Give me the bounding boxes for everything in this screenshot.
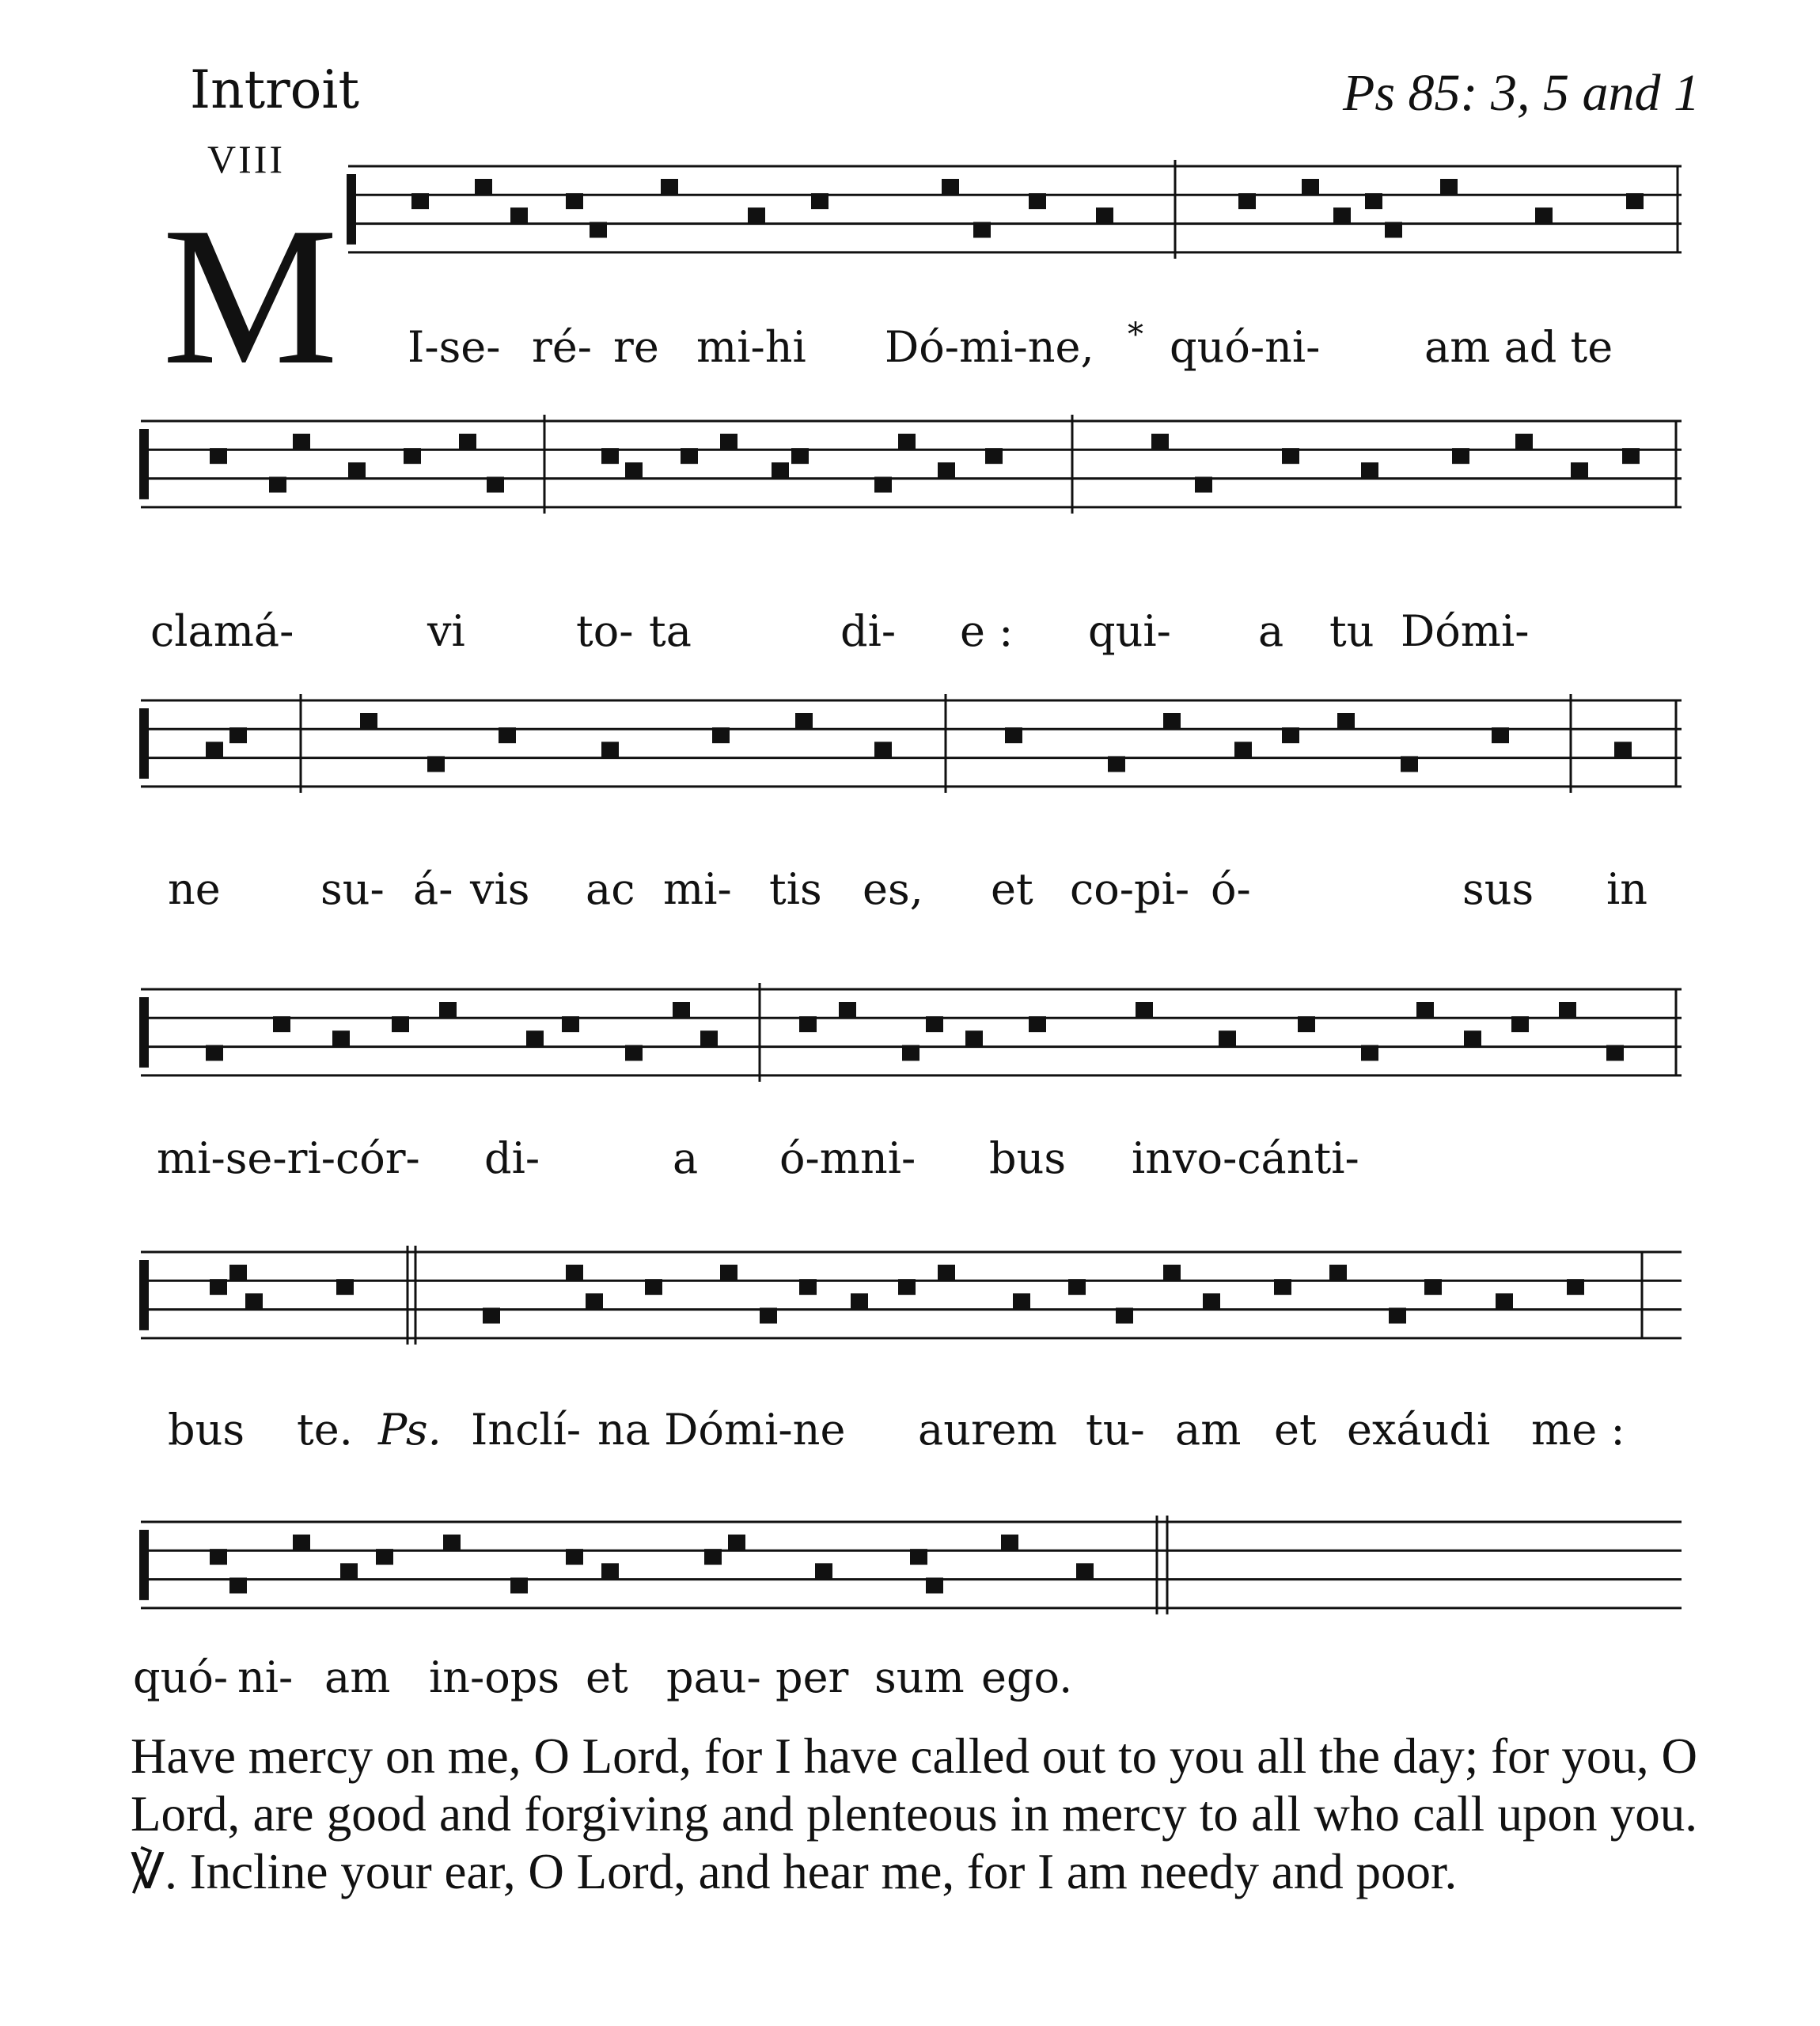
lyric-syllable: bus	[989, 1133, 1067, 1183]
clef-icon	[139, 708, 149, 779]
neume-note	[1559, 1002, 1576, 1018]
neume-note	[851, 1293, 868, 1309]
neume-note	[439, 1002, 457, 1018]
neume-note	[1535, 207, 1553, 223]
initial-letter: M	[162, 187, 339, 406]
chant-title: Introit	[190, 59, 360, 120]
neume-note	[1068, 1279, 1086, 1295]
neume-note	[206, 1045, 223, 1060]
neume-note	[483, 1307, 500, 1323]
lyric-syllable: mi-hi	[696, 322, 806, 372]
neume-note	[1302, 179, 1319, 195]
clef-icon	[139, 1260, 149, 1330]
neume-note	[799, 1016, 817, 1032]
neume-note	[791, 448, 809, 464]
neume-note	[1626, 193, 1644, 209]
neume-note	[1440, 179, 1458, 195]
lyric-syllable: di-	[484, 1133, 540, 1183]
neume-note	[206, 742, 223, 757]
neume-note	[1622, 448, 1640, 464]
neume-note	[938, 1265, 955, 1280]
neume-note	[942, 179, 959, 195]
lyric-syllable: e :	[960, 606, 1014, 656]
lyric-syllable: ni-	[237, 1652, 294, 1702]
lyric-syllable: ac	[586, 864, 635, 914]
lyric-syllable: quó-	[133, 1652, 229, 1702]
neume-note	[404, 448, 421, 464]
neume-note	[1401, 756, 1418, 772]
neume-note	[586, 1293, 603, 1309]
lyric-syllable: am ad te	[1424, 322, 1613, 372]
lyric-syllable: to-	[576, 606, 634, 656]
neume-note	[1361, 1045, 1378, 1060]
lyric-syllable: á-	[413, 864, 453, 914]
neume-note	[499, 727, 516, 743]
neume-note	[910, 1549, 927, 1565]
neume-note	[720, 1265, 737, 1280]
neume-note	[1096, 207, 1113, 223]
neume-note	[601, 742, 619, 757]
neume-note	[1282, 727, 1299, 743]
mode-label: VIII	[207, 137, 286, 181]
neume-note	[728, 1535, 745, 1550]
lyric-syllable: Dómi-	[1401, 606, 1530, 656]
clef-icon	[139, 1530, 149, 1600]
neume-note	[1274, 1279, 1291, 1295]
neume-note	[815, 1563, 832, 1579]
neume-note	[487, 476, 504, 492]
lyric-syllable: mi-se-ri-cór-	[157, 1133, 420, 1183]
neume-note	[1238, 193, 1256, 209]
neume-note	[902, 1045, 919, 1060]
neume-note	[340, 1563, 358, 1579]
lyric-syllable: pau-	[666, 1652, 761, 1702]
neume-note	[392, 1016, 409, 1032]
english-translation: Have mercy on me, O Lord, for I have called out to you all the day; for you, O Lord, are good and forgiving and plenteous in mercy to all who call upon you. ℣. Incline your ear, O Lord, and hear me, for I am needy and poor.	[131, 1728, 1697, 1899]
neume-note	[1001, 1535, 1018, 1550]
neume-note	[926, 1577, 943, 1593]
lyric-syllable: vi	[427, 606, 465, 656]
neume-note	[1195, 476, 1212, 492]
psalm-reference: Ps 85: 3, 5 and 1	[1343, 64, 1700, 122]
neume-note	[1416, 1002, 1434, 1018]
neume-note	[965, 1030, 983, 1046]
neume-note	[938, 462, 955, 478]
neume-note	[336, 1279, 354, 1295]
neume-note	[1005, 727, 1022, 743]
neume-note	[427, 756, 445, 772]
lyric-syllable: clamá-	[150, 606, 294, 656]
neume-note	[1365, 193, 1382, 209]
lyric-syllable: am	[324, 1652, 391, 1702]
neume-note	[625, 462, 643, 478]
neume-note	[510, 207, 528, 223]
neume-note	[376, 1549, 393, 1565]
neume-note	[1163, 713, 1181, 729]
neume-note	[625, 1045, 643, 1060]
lyric-syllable: tis	[769, 864, 822, 914]
neume-note	[269, 476, 286, 492]
neume-note	[566, 1549, 583, 1565]
neume-note	[411, 193, 429, 209]
neume-note	[229, 1265, 247, 1280]
neume-note	[748, 207, 765, 223]
neume-note	[1385, 222, 1402, 237]
neume-note	[1151, 434, 1169, 450]
neume-note	[273, 1016, 290, 1032]
neume-note	[985, 448, 1003, 464]
neume-note	[1076, 1563, 1094, 1579]
lyric-syllable: a	[673, 1133, 699, 1183]
neume-note	[245, 1293, 263, 1309]
neume-note	[1614, 742, 1632, 757]
neume-note	[293, 434, 310, 450]
neume-note	[973, 222, 991, 237]
neume-note	[1282, 448, 1299, 464]
lyric-syllable: et	[586, 1652, 628, 1702]
neume-note	[1361, 462, 1378, 478]
neume-note	[1116, 1307, 1133, 1323]
neume-note	[926, 1016, 943, 1032]
neume-note	[1234, 742, 1252, 757]
neume-note	[229, 1577, 247, 1593]
neume-note	[1567, 1279, 1584, 1295]
lyric-syllable: tu-	[1086, 1405, 1145, 1455]
neume-note	[1329, 1265, 1347, 1280]
neume-note	[712, 727, 730, 743]
lyric-syllable: tu	[1329, 606, 1374, 656]
lyric-syllable: aurem	[918, 1405, 1057, 1455]
neume-note	[210, 1549, 227, 1565]
neume-note	[1389, 1307, 1406, 1323]
lyric-syllable: am	[1175, 1405, 1242, 1455]
lyric-syllable: ó-	[1211, 864, 1251, 914]
neume-note	[799, 1279, 817, 1295]
lyric-syllable: exáudi	[1347, 1405, 1491, 1455]
lyric-asterisk: *	[1128, 317, 1143, 353]
lyric-syllable: sus	[1462, 864, 1534, 914]
lyric-syllable: me :	[1531, 1405, 1625, 1455]
lyric-syllable: na Dómi-ne	[597, 1405, 846, 1455]
lyric-syllable: re	[613, 322, 659, 372]
neume-note	[1203, 1293, 1220, 1309]
neume-note	[898, 1279, 916, 1295]
neume-note	[760, 1307, 777, 1323]
neume-note	[1219, 1030, 1236, 1046]
neume-note	[293, 1535, 310, 1550]
neume-note	[1136, 1002, 1153, 1018]
neume-note	[475, 179, 492, 195]
lyric-syllable: sum	[874, 1652, 965, 1702]
neume-note	[1029, 193, 1046, 209]
neume-note	[898, 434, 916, 450]
neume-note	[874, 742, 892, 757]
neume-note	[839, 1002, 856, 1018]
neume-note	[1333, 207, 1351, 223]
neume-note	[673, 1002, 690, 1018]
neume-note	[229, 727, 247, 743]
lyric-syllable: in-ops	[429, 1652, 560, 1702]
lyric-syllable: I-se-	[408, 322, 501, 372]
neume-note	[681, 448, 698, 464]
neume-note	[1424, 1279, 1442, 1295]
neume-note	[360, 713, 377, 729]
lyric-syllable: vis	[470, 864, 530, 914]
neume-note	[1108, 756, 1125, 772]
psalm-verse-marker	[378, 1405, 442, 1455]
neume-note	[700, 1030, 718, 1046]
neume-note	[1496, 1293, 1513, 1309]
neume-note	[720, 434, 737, 450]
lyric-syllable: ó-mni-	[779, 1133, 916, 1183]
lyric-syllable: et	[1274, 1405, 1317, 1455]
neume-note	[1452, 448, 1469, 464]
lyric-syllable: mi-	[663, 864, 732, 914]
neume-note	[1163, 1265, 1181, 1280]
neume-note	[332, 1030, 350, 1046]
lyric-syllable: a	[1258, 606, 1284, 656]
neume-note	[661, 179, 678, 195]
clef-icon	[347, 174, 356, 245]
lyric-syllable: quó-ni-	[1170, 322, 1321, 372]
lyric-syllable: ré-	[532, 322, 593, 372]
psalm-abbrev: Ps.	[378, 1405, 442, 1455]
lyric-syllable: ego.	[981, 1652, 1073, 1702]
neume-note	[772, 462, 789, 478]
neume-note	[1571, 462, 1588, 478]
lyric-syllable: invo-cánti-	[1132, 1133, 1359, 1183]
clef-icon	[139, 429, 149, 499]
neume-note	[704, 1549, 722, 1565]
neume-note	[1492, 727, 1509, 743]
neume-note	[795, 713, 813, 729]
neume-note	[1029, 1016, 1046, 1032]
neume-note	[1515, 434, 1533, 450]
neume-note	[1511, 1016, 1529, 1032]
lyric-syllable: in	[1606, 864, 1648, 914]
neume-note	[443, 1535, 461, 1550]
neume-note	[1464, 1030, 1481, 1046]
neume-note	[210, 1279, 227, 1295]
lyric-syllable: Inclí-	[471, 1405, 582, 1455]
neume-note	[645, 1279, 662, 1295]
neume-note	[601, 1563, 619, 1579]
lyric-syllable: su-	[320, 864, 385, 914]
lyric-syllable: Dó-mi-ne,	[885, 322, 1094, 372]
lyric-syllable: te.	[297, 1405, 353, 1455]
lyric-syllable: di-	[840, 606, 897, 656]
neume-note	[590, 222, 607, 237]
neume-note	[1298, 1016, 1315, 1032]
neume-note	[874, 476, 892, 492]
neume-note	[459, 434, 476, 450]
lyric-syllable: co-pi-	[1070, 864, 1190, 914]
lyric-syllable: ne	[168, 864, 221, 914]
neume-note	[566, 193, 583, 209]
lyric-syllable: et	[991, 864, 1033, 914]
neume-note	[562, 1016, 579, 1032]
neume-note	[210, 448, 227, 464]
lyric-syllable: per	[775, 1652, 849, 1702]
neume-note	[526, 1030, 544, 1046]
neume-note	[566, 1265, 583, 1280]
neume-note	[348, 462, 366, 478]
neume-note	[1606, 1045, 1624, 1060]
lyric-syllable: ta	[649, 606, 692, 656]
neume-note	[601, 448, 619, 464]
neume-note	[811, 193, 828, 209]
lyric-syllable: es,	[863, 864, 923, 914]
clef-icon	[139, 997, 149, 1068]
lyric-syllable: bus	[168, 1405, 245, 1455]
neume-note	[510, 1577, 528, 1593]
lyric-syllable: qui-	[1088, 606, 1171, 656]
neume-note	[1337, 713, 1355, 729]
neume-note	[1013, 1293, 1030, 1309]
